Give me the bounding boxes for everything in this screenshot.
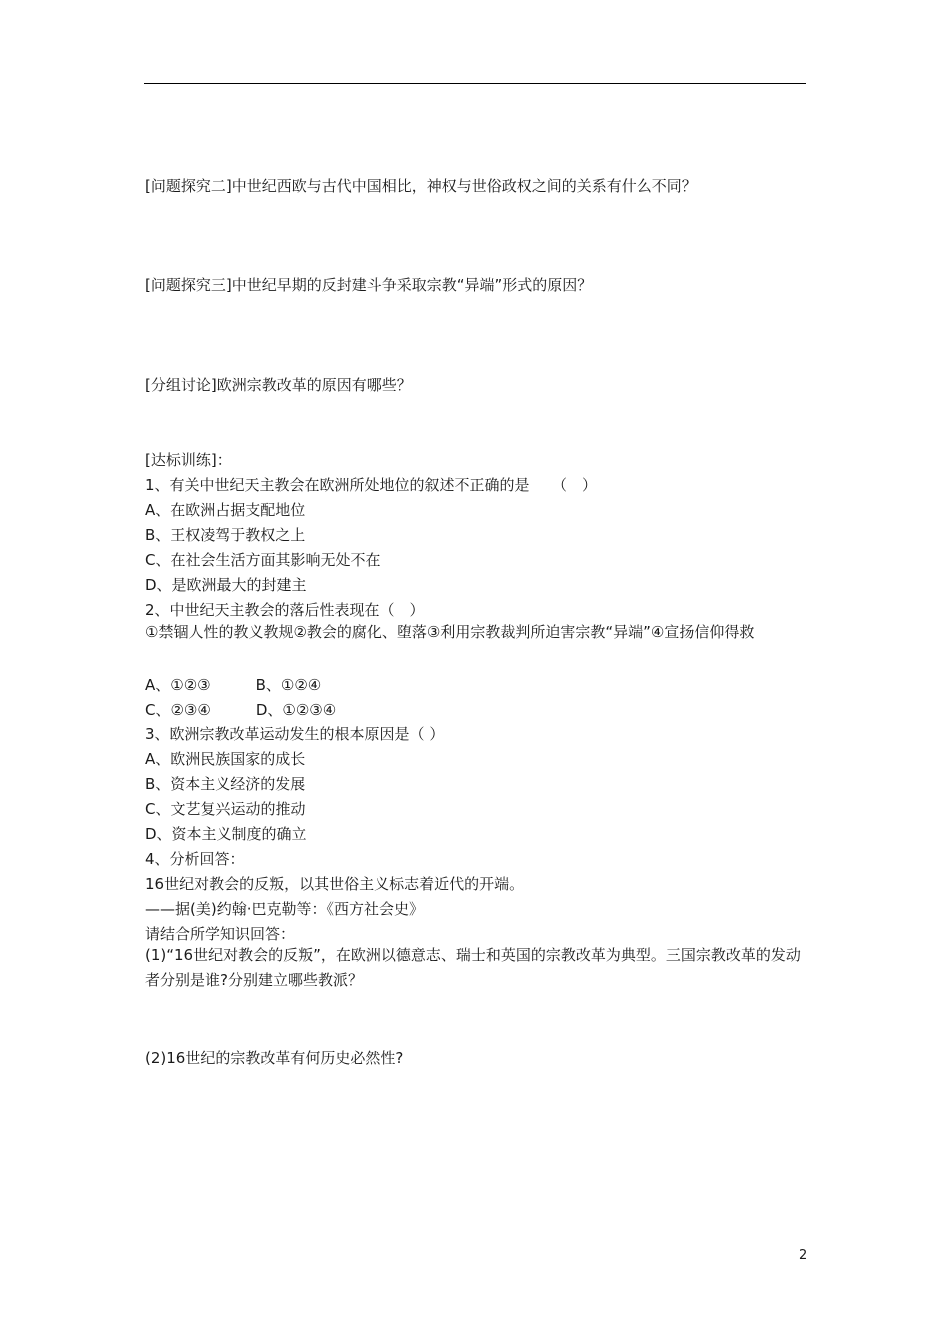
item3-option-c: C、文艺复兴运动的推动 xyxy=(145,800,306,818)
item1-option-b: B、王权凌驾于教权之上 xyxy=(145,526,306,544)
item1-option-c: C、在社会生活方面其影响无处不在 xyxy=(145,551,381,569)
item4-prompt: 请结合所学知识回答： xyxy=(145,925,296,943)
group-discussion: [分组讨论]欧洲宗教改革的原因有哪些？ xyxy=(145,376,412,394)
item2-statements: ①禁锢人性的教义教规②教会的腐化、堕落③利用宗教裁判所迫害宗教“异端”④宣扬信仰得救 xyxy=(145,623,755,641)
item4-stem: 4、分析回答： xyxy=(145,850,245,868)
item4-source: ——据(美)约翰·巴克勒等：《西方社会史》 xyxy=(145,900,424,918)
item2-stem: 2、中世纪天主教会的落后性表现在（ ） xyxy=(145,601,425,619)
item1-option-d: D、是欧洲最大的封建主 xyxy=(145,576,307,594)
training-heading: [达标训练]： xyxy=(145,451,232,469)
item3-option-b: B、资本主义经济的发展 xyxy=(145,775,306,793)
question-explore-three: [问题探究三]中世纪早期的反封建斗争采取宗教“异端”形式的原因？ xyxy=(145,276,593,294)
item4-quote: 16世纪对教会的反叛，以其世俗主义标志着近代的开端。 xyxy=(145,875,525,893)
item3-stem: 3、欧洲宗教改革运动发生的根本原因是（ ） xyxy=(145,725,445,743)
item2-options-row1: A、①②③ B、①②④ xyxy=(145,676,322,694)
page-number: 2 xyxy=(799,1248,808,1263)
item4-subquestion-1: (1)“16世纪对教会的反叛”，在欧洲以德意志、瑞士和英国的宗教改革为典型。三国宗教改革的发动者分别是谁?分别建立哪些教派？ xyxy=(145,946,801,989)
item3-option-d: D、资本主义制度的确立 xyxy=(145,825,307,843)
item2-options-row2: C、②③④ D、①②③④ xyxy=(145,701,337,719)
item3-option-a: A、欧洲民族国家的成长 xyxy=(145,750,306,768)
item1-option-a: A、在欧洲占据支配地位 xyxy=(145,501,306,519)
question-explore-two: [问题探究二]中世纪西欧与古代中国相比，神权与世俗政权之间的关系有什么不同？ xyxy=(145,177,697,195)
header-rule xyxy=(144,83,806,84)
item4-subquestion-2: (2)16世纪的宗教改革有何历史必然性? xyxy=(145,1049,404,1067)
item1-stem: 1、有关中世纪天主教会在欧洲所处地位的叙述不正确的是 （ ） xyxy=(145,476,598,494)
